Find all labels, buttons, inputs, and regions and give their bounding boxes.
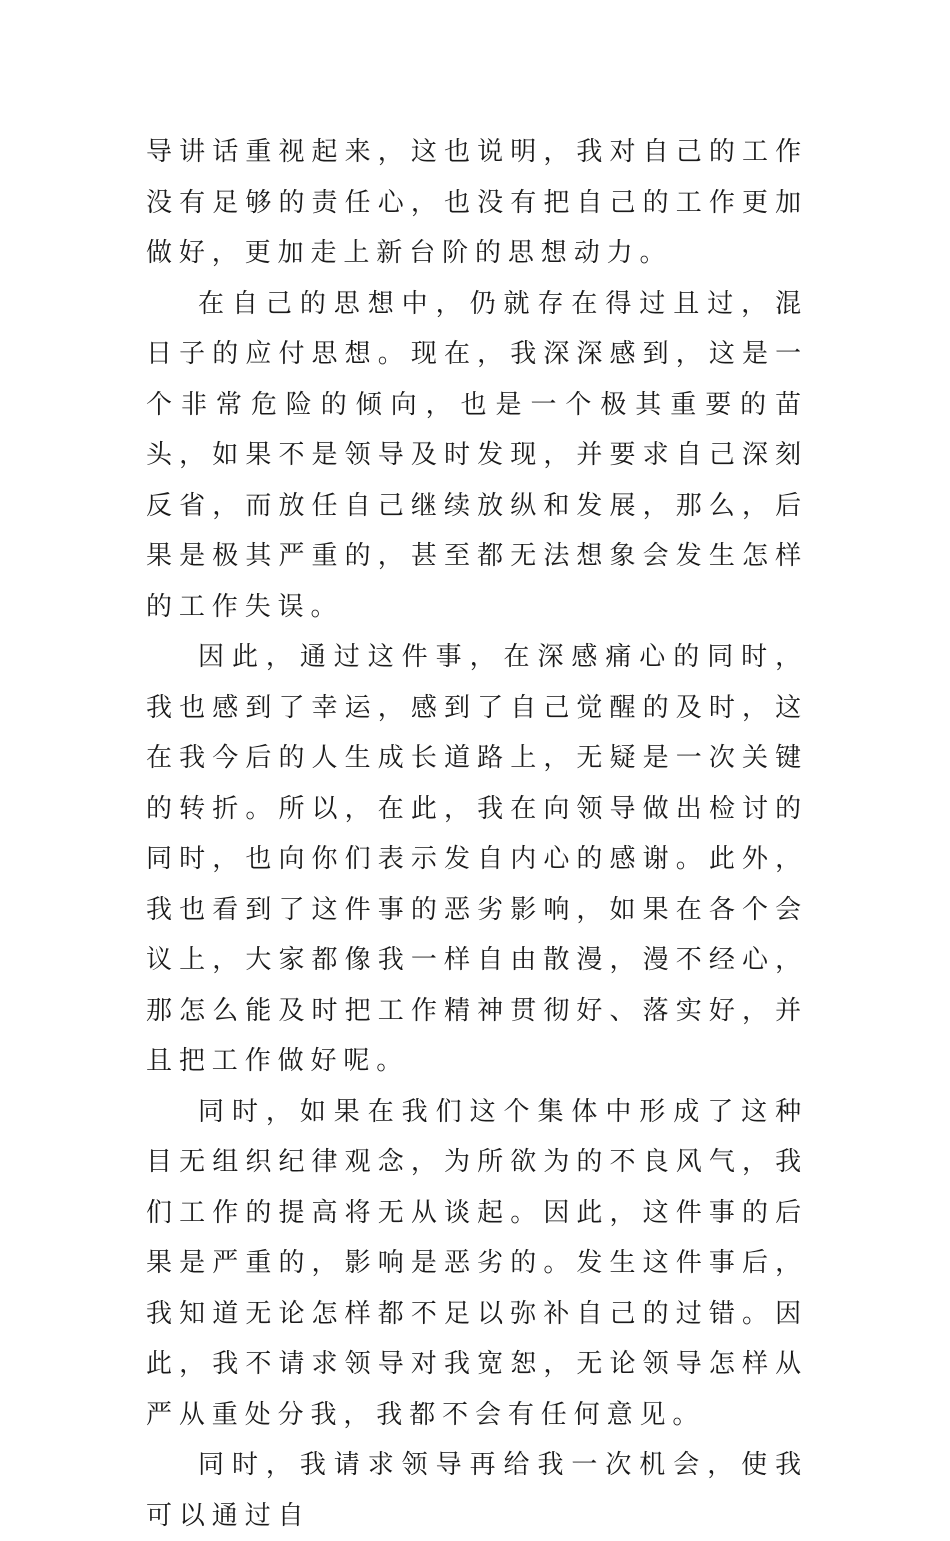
paragraph-2: 在自己的思想中，仍就存在得过且过，混日子的应付思想。现在，我深深感到，这是一个非常危险的倾向，也是一个极其重要的苗头，如果不是领导及时发现，并要求自己深刻反省，而放任自己继续放纵和发展，那么，后果是极其严重的，甚至都无法想象会发生怎样的工作失误。: [146, 288, 808, 622]
paragraph-5: 同时，我请求领导再给我一次机会，使我可以通过自: [146, 1450, 808, 1531]
document-body: [146, 127, 808, 1541]
paragraph-3: 因此，通过这件事，在深感痛心的同时，我也感到了幸运，感到了自己觉醒的及时，这在我今后的人生成长道路上，无疑是一次关键的转折。所以，在此，我在向领导做出检讨的同时，也向你们表示发自内心的感谢。此外，我也看到了这件事的恶劣影响，如果在各个会议上，大家都像我一样自由散漫，漫不经心，那怎么能及时把工作精神贯彻好、落实好，并且把工作做好呢。: [146, 642, 808, 1076]
paragraph-4: 同时，如果在我们这个集体中形成了这种目无组织纪律观念，为所欲为的不良风气，我们工作的提高将无从谈起。因此，这件事的后果是严重的，影响是恶劣的。发生这件事后，我知道无论怎样都不足以弥补自己的过错。因此，我不请求领导对我宽恕，无论领导怎样从严从重处分我，我都不会有任何意见。: [146, 1096, 808, 1430]
paragraph-1: 导讲话重视起来，这也说明，我对自己的工作没有足够的责任心，也没有把自己的工作更加做好，更加走上新台阶的思想动力。: [146, 137, 808, 268]
